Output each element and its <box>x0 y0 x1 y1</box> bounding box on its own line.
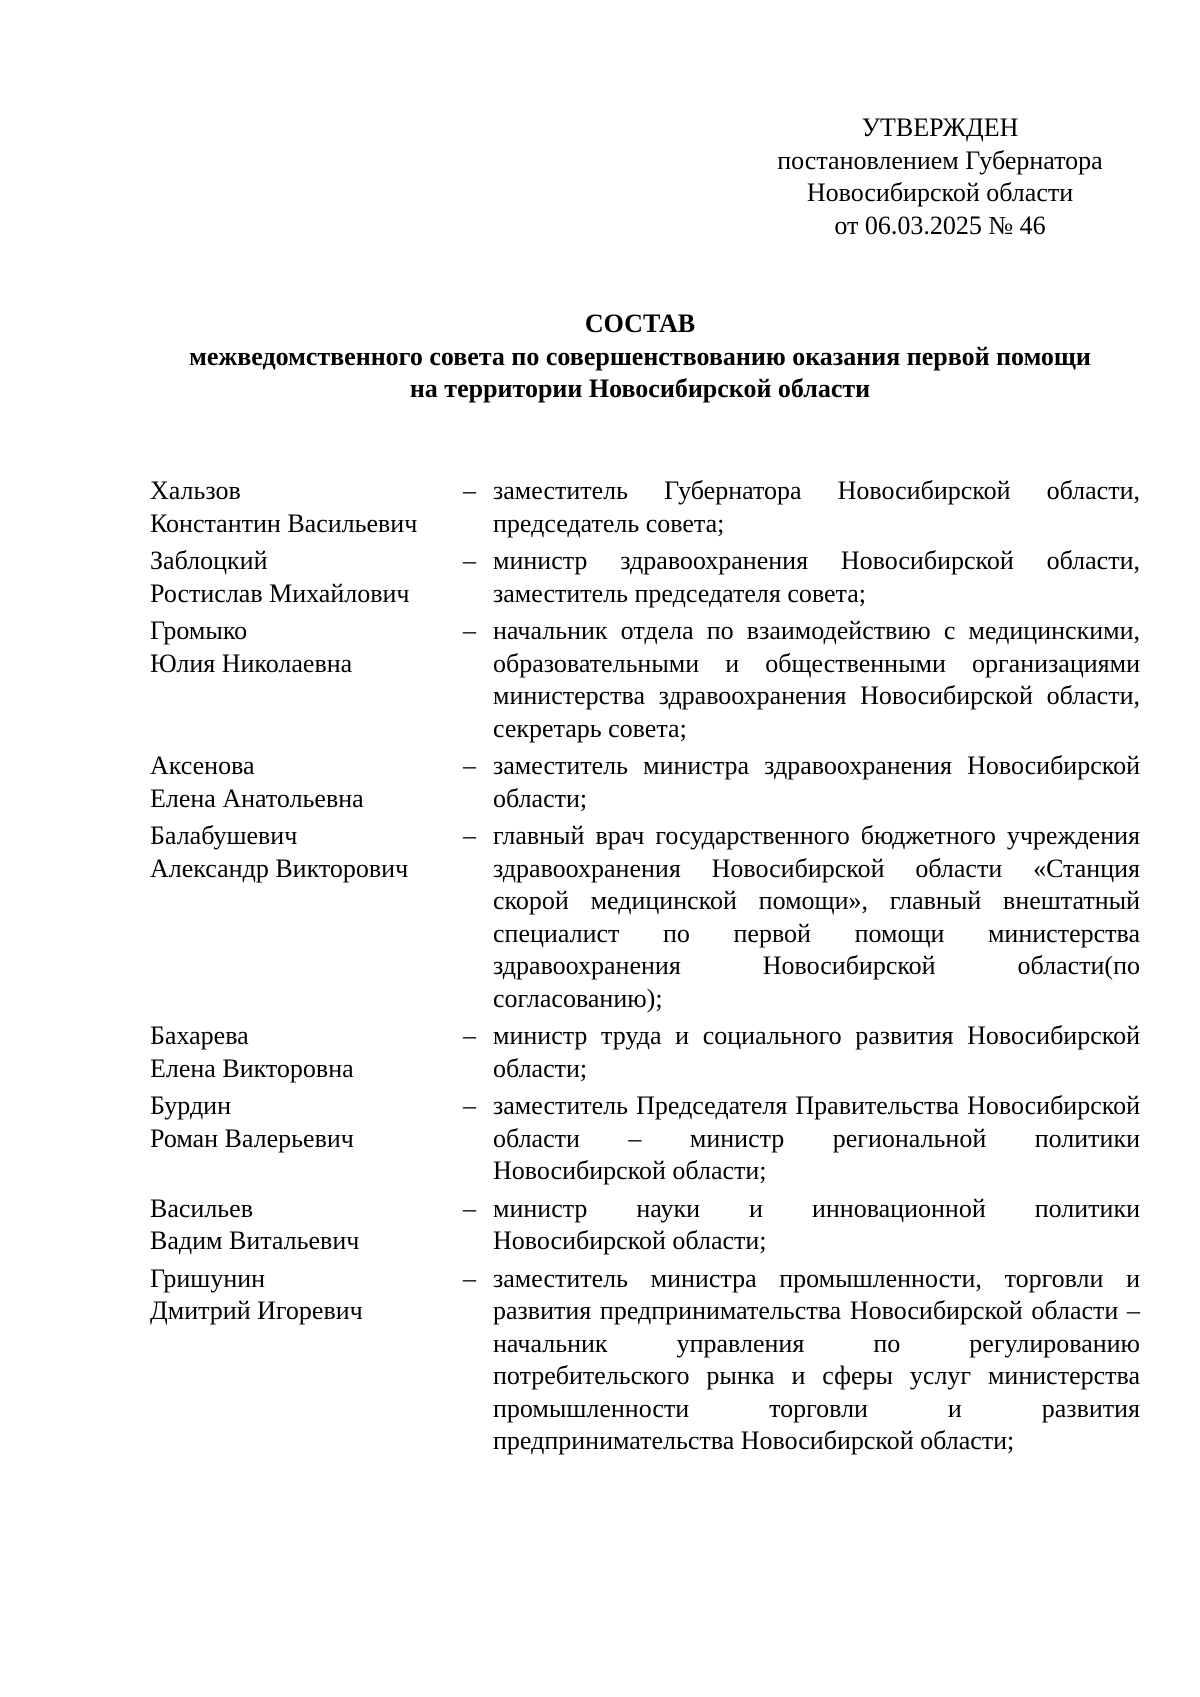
member-name <box>150 1020 463 1085</box>
document-title <box>100 308 1180 406</box>
dash-separator: – <box>463 751 476 780</box>
roster-entry <box>150 1193 1140 1258</box>
member-given-names: Константин Васильевич <box>150 508 418 538</box>
roster-entry <box>150 750 1140 815</box>
member-role: министр науки и инновационной политики Новосибирской области; <box>493 1193 1140 1255</box>
member-role: главный врач государственного бюджетного учреждения здравоохранения Новосибирской области «Станция скорой медицинской помощи», главный внештатный специалист по первой помощи министерства здравоохранения Новосибирской области(по согласованию); <box>493 821 1140 1013</box>
roster-entry <box>150 615 1140 745</box>
dash-separator: – <box>463 821 476 850</box>
roster-entry <box>150 1020 1140 1085</box>
roster-entry <box>150 475 1140 540</box>
member-surname: Васильев <box>150 1193 253 1223</box>
approval-region: Новосибирской области <box>806 178 1074 207</box>
roster-entry <box>150 1090 1140 1188</box>
member-name <box>150 820 463 1015</box>
member-role: министр труда и социального развития Новосибирской области; <box>493 1021 1140 1083</box>
dash-separator: – <box>463 1021 476 1050</box>
member-given-names: Вадим Витальевич <box>150 1226 360 1255</box>
council-roster <box>150 475 1140 1463</box>
member-given-names: Елена Викторовна <box>150 1053 354 1083</box>
member-surname: Заблоцкий <box>150 546 268 575</box>
member-given-names: Елена Анатольевна <box>150 783 364 813</box>
member-given-names: Александр Викторович <box>150 853 409 883</box>
member-given-names: Юлия Николаевна <box>150 648 353 678</box>
title-line-1: межведомственного совета по совершенствованию оказания первой помощи <box>189 341 1091 371</box>
dash-separator: – <box>463 476 476 505</box>
dash-separator: – <box>463 1193 476 1223</box>
member-role: заместитель Председателя Правительства Новосибирской области – министр региональной политики Новосибирской области; <box>493 1091 1140 1185</box>
member-name <box>150 1193 463 1258</box>
title-line-2: на территории Новосибирской области <box>409 374 871 403</box>
dash-separator: – <box>463 1263 476 1293</box>
member-surname: Громыко <box>150 616 248 645</box>
member-given-names: Роман Валерьевич <box>150 1123 354 1153</box>
member-given-names: Ростислав Михайлович <box>150 578 410 608</box>
member-surname: Хальзов <box>150 476 241 505</box>
member-role: начальник отдела по взаимодействию с медицинскими, образовательными и общественными организациями министерства здравоохранения Новосибирской области, секретарь совета; <box>493 616 1140 743</box>
member-name <box>150 1090 463 1188</box>
member-surname: Гришунин <box>150 1263 266 1293</box>
member-role: заместитель министра промышленности, торговли и развития предпринимательства Новосибирской области – начальник управления по регулированию потребительского рынка и сферы услуг министерства промышленности торговли и развития предпринимательства Новосибирской области; <box>493 1263 1140 1455</box>
member-surname: Бахарева <box>150 1021 249 1050</box>
member-name <box>150 750 463 815</box>
title-main: СОСТАВ <box>584 309 696 338</box>
roster-entry <box>150 545 1140 610</box>
member-name <box>150 1263 463 1458</box>
approval-by: постановлением Губернатора <box>777 145 1103 175</box>
member-role: заместитель министра здравоохранения Новосибирской области; <box>493 751 1140 813</box>
member-name <box>150 615 463 745</box>
roster-entry <box>150 1263 1140 1458</box>
member-surname: Бурдин <box>150 1091 231 1120</box>
dash-separator: – <box>463 546 476 575</box>
member-surname: Балабушевич <box>150 821 298 850</box>
member-surname: Аксенова <box>150 751 255 780</box>
member-given-names: Дмитрий Игоревич <box>150 1296 363 1325</box>
member-role: министр здравоохранения Новосибирской области, заместитель председателя совета; <box>493 546 1140 608</box>
member-name <box>150 545 463 610</box>
roster-entry <box>150 820 1140 1015</box>
member-role: заместитель Губернатора Новосибирской области, председатель совета; <box>493 476 1140 538</box>
approval-stamp <box>760 112 1120 242</box>
member-name <box>150 475 463 540</box>
approval-heading: УТВЕРЖДЕН <box>861 113 1019 142</box>
dash-separator: – <box>463 616 476 645</box>
dash-separator: – <box>463 1091 476 1120</box>
approval-date-number: от 06.03.2025 № 46 <box>834 210 1046 240</box>
